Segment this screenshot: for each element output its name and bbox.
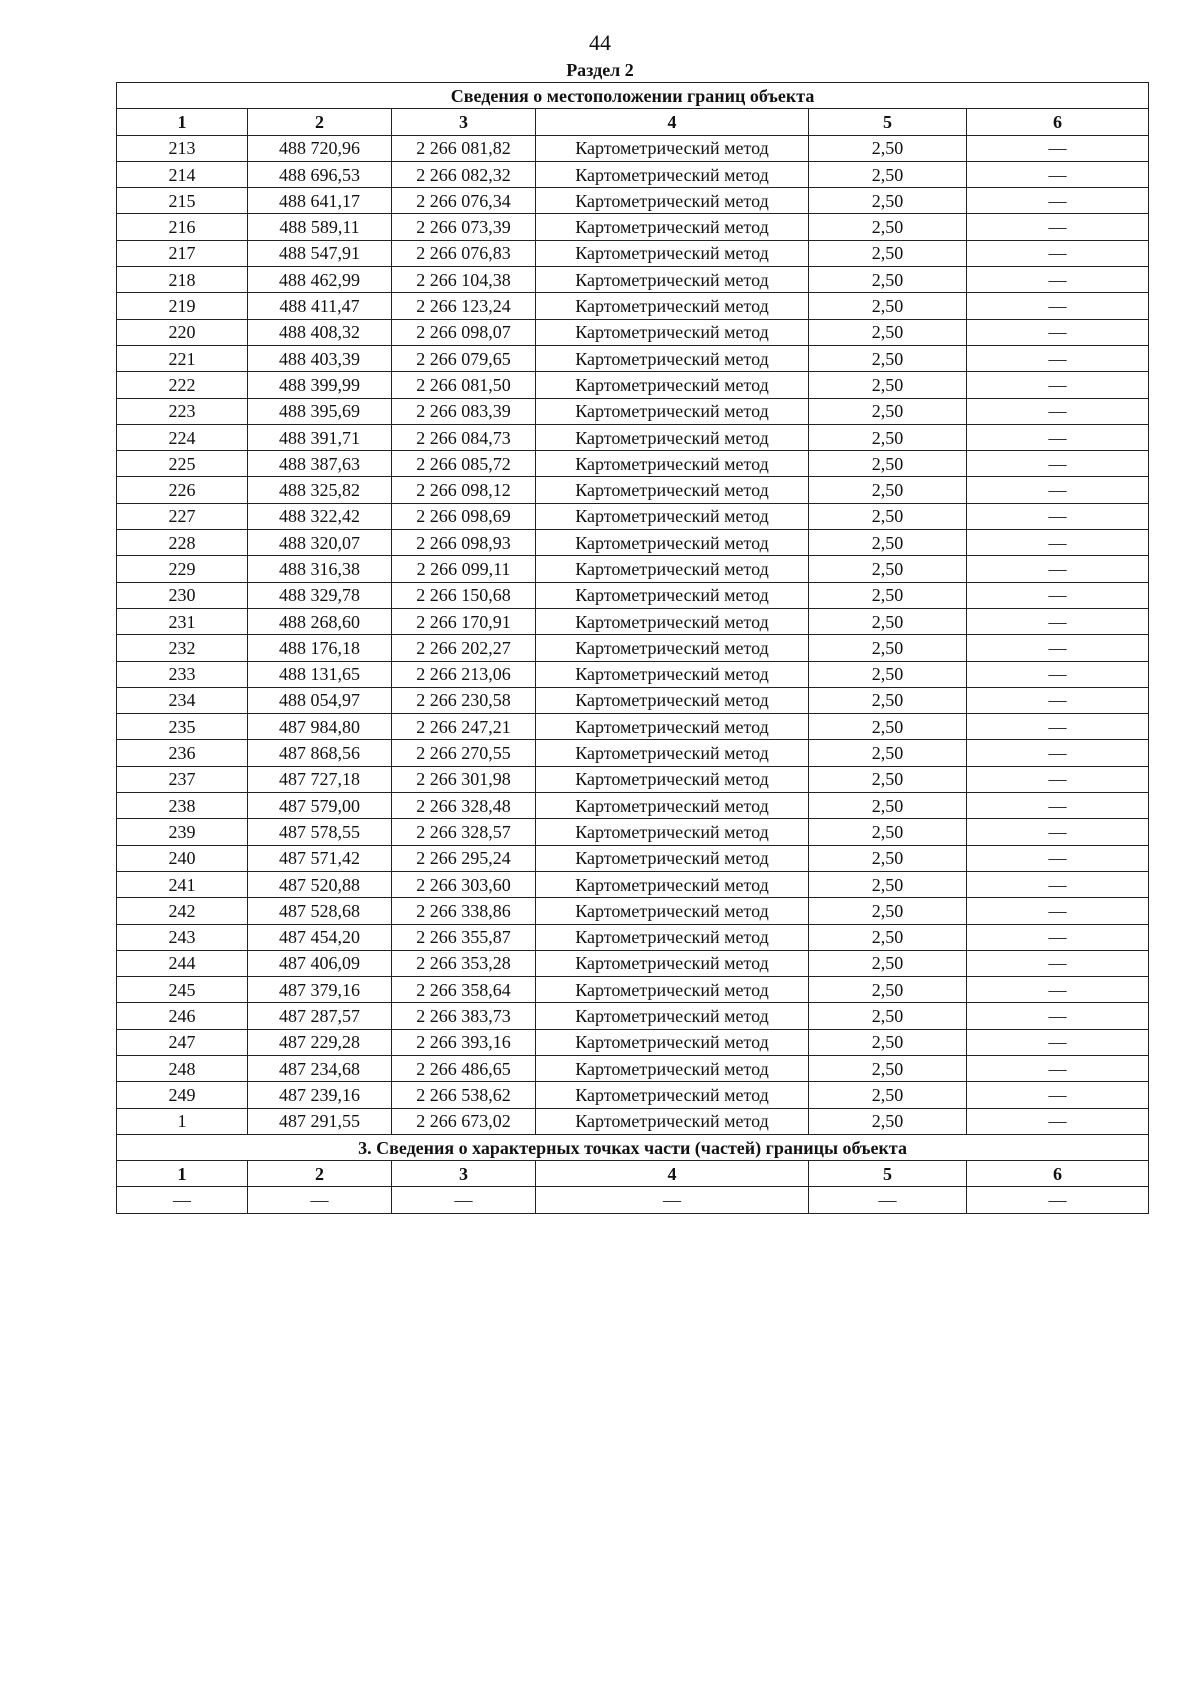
accuracy-cell: 2,50 [809,556,967,582]
method-cell: Картометрический метод [536,161,809,187]
point-number-cell: 227 [117,503,248,529]
method-cell: Картометрический метод [536,766,809,792]
description-cell: — [967,740,1149,766]
method-cell: Картометрический метод [536,1003,809,1029]
parts-table-header-row [117,1161,1149,1187]
x-coordinate-cell: 488 399,99 [248,372,392,398]
y-coordinate-cell: 2 266 486,65 [392,1055,536,1081]
accuracy-cell: 2,50 [809,793,967,819]
x-coordinate-cell: 487 578,55 [248,819,392,845]
method-cell: Картометрический метод [536,871,809,897]
accuracy-cell: 2,50 [809,1082,967,1108]
table-row [117,530,1149,556]
accuracy-cell: 2,50 [809,345,967,371]
accuracy-cell: 2,50 [809,871,967,897]
table-caption: Сведения о местоположении границ объекта [117,83,1149,109]
point-number-cell: 242 [117,898,248,924]
point-number-cell: 224 [117,424,248,450]
table-row [117,214,1149,240]
accuracy-cell: 2,50 [809,293,967,319]
x-coordinate-cell: 487 287,57 [248,1003,392,1029]
point-number-cell: 249 [117,1082,248,1108]
description-cell: — [967,267,1149,293]
point-number-cell: 222 [117,372,248,398]
description-cell: — [967,635,1149,661]
description-cell: — [967,1029,1149,1055]
y-coordinate-cell: 2 266 338,86 [392,898,536,924]
method-cell: Картометрический метод [536,398,809,424]
column-header: 3 [392,1161,536,1187]
accuracy-cell: 2,50 [809,845,967,871]
y-coordinate-cell: 2 266 538,62 [392,1082,536,1108]
method-cell: Картометрический метод [536,372,809,398]
y-coordinate-cell: 2 266 303,60 [392,871,536,897]
column-header: 6 [967,1161,1149,1187]
table-row [117,766,1149,792]
x-coordinate-cell: 488 395,69 [248,398,392,424]
y-coordinate-cell: 2 266 098,07 [392,319,536,345]
point-number-cell: 244 [117,950,248,976]
method-cell: Картометрический метод [536,687,809,713]
table-row [117,1108,1149,1134]
y-coordinate-cell: 2 266 081,82 [392,135,536,161]
description-cell: — [967,766,1149,792]
method-cell: Картометрический метод [536,345,809,371]
method-cell: Картометрический метод [536,451,809,477]
column-header: 1 [117,1161,248,1187]
y-coordinate-cell: — [392,1187,536,1213]
method-cell: Картометрический метод [536,740,809,766]
x-coordinate-cell: 488 176,18 [248,635,392,661]
table-row [117,451,1149,477]
table-row [117,188,1149,214]
description-cell: — [967,556,1149,582]
accuracy-cell: 2,50 [809,950,967,976]
method-cell: Картометрический метод [536,1029,809,1055]
method-cell: Картометрический метод [536,1055,809,1081]
method-cell: Картометрический метод [536,477,809,503]
description-cell: — [967,293,1149,319]
table-row [117,1029,1149,1055]
accuracy-cell: 2,50 [809,740,967,766]
x-coordinate-cell: 487 229,28 [248,1029,392,1055]
x-coordinate-cell: 487 239,16 [248,1082,392,1108]
description-cell: — [967,898,1149,924]
description-cell: — [967,345,1149,371]
accuracy-cell: 2,50 [809,1003,967,1029]
table-row [117,845,1149,871]
x-coordinate-cell: 488 696,53 [248,161,392,187]
x-coordinate-cell: 488 589,11 [248,214,392,240]
point-number-cell: 247 [117,1029,248,1055]
accuracy-cell: 2,50 [809,977,967,1003]
accuracy-cell: 2,50 [809,451,967,477]
method-cell: Картометрический метод [536,424,809,450]
table-row [117,161,1149,187]
x-coordinate-cell: 487 727,18 [248,766,392,792]
accuracy-cell: 2,50 [809,766,967,792]
point-number-cell: 248 [117,1055,248,1081]
point-number-cell: 246 [117,1003,248,1029]
y-coordinate-cell: 2 266 082,32 [392,161,536,187]
accuracy-cell: 2,50 [809,319,967,345]
table-row [117,477,1149,503]
parts-table-caption-row [117,1134,1149,1160]
x-coordinate-cell: 488 403,39 [248,345,392,371]
table-row [117,608,1149,634]
y-coordinate-cell: 2 266 355,87 [392,924,536,950]
table-row [117,635,1149,661]
column-header: 2 [248,1161,392,1187]
x-coordinate-cell: 488 054,97 [248,687,392,713]
y-coordinate-cell: 2 266 098,93 [392,530,536,556]
table-row [117,661,1149,687]
method-cell: Картометрический метод [536,793,809,819]
point-number-cell: 238 [117,793,248,819]
point-number-cell: 240 [117,845,248,871]
y-coordinate-cell: 2 266 076,34 [392,188,536,214]
table-row [117,293,1149,319]
method-cell: Картометрический метод [536,819,809,845]
table-row [117,1082,1149,1108]
description-cell: — [967,950,1149,976]
accuracy-cell: 2,50 [809,1108,967,1134]
description-cell: — [967,503,1149,529]
x-coordinate-cell: 488 329,78 [248,582,392,608]
point-number-cell: 218 [117,267,248,293]
description-cell: — [967,1055,1149,1081]
table-header-row [117,109,1149,135]
column-header: 6 [967,109,1149,135]
table-row [117,1055,1149,1081]
accuracy-cell: 2,50 [809,398,967,424]
description-cell: — [967,661,1149,687]
x-coordinate-cell: 488 316,38 [248,556,392,582]
description-cell: — [967,1108,1149,1134]
accuracy-cell: 2,50 [809,267,967,293]
point-number-cell: 213 [117,135,248,161]
column-header: 2 [248,109,392,135]
x-coordinate-cell: 488 131,65 [248,661,392,687]
method-cell: Картометрический метод [536,845,809,871]
x-coordinate-cell: 487 234,68 [248,1055,392,1081]
point-number-cell: 214 [117,161,248,187]
x-coordinate-cell: 487 454,20 [248,924,392,950]
description-cell: — [967,608,1149,634]
description-cell: — [967,582,1149,608]
x-coordinate-cell: 487 571,42 [248,845,392,871]
point-number-cell: 216 [117,214,248,240]
point-number-cell: 215 [117,188,248,214]
accuracy-cell: 2,50 [809,924,967,950]
x-coordinate-cell: — [248,1187,392,1213]
accuracy-cell: 2,50 [809,161,967,187]
table-row [117,372,1149,398]
table-row [117,398,1149,424]
accuracy-cell: — [809,1187,967,1213]
point-number-cell: 228 [117,530,248,556]
method-cell: Картометрический метод [536,582,809,608]
point-number-cell: 217 [117,240,248,266]
description-cell: — [967,714,1149,740]
y-coordinate-cell: 2 266 099,11 [392,556,536,582]
description-cell: — [967,214,1149,240]
method-cell: Картометрический метод [536,293,809,319]
point-number-cell: 229 [117,556,248,582]
description-cell: — [967,977,1149,1003]
method-cell: Картометрический метод [536,635,809,661]
description-cell: — [967,188,1149,214]
column-header: 4 [536,1161,809,1187]
section-title: Раздел 2 [566,60,634,80]
accuracy-cell: 2,50 [809,424,967,450]
y-coordinate-cell: 2 266 150,68 [392,582,536,608]
accuracy-cell: 2,50 [809,188,967,214]
accuracy-cell: 2,50 [809,214,967,240]
y-coordinate-cell: 2 266 353,28 [392,950,536,976]
point-number-cell: 235 [117,714,248,740]
page-number: 44 [589,30,611,55]
coordinates-table [116,82,1149,1214]
point-number-cell: 243 [117,924,248,950]
table-row [117,740,1149,766]
x-coordinate-cell: 488 391,71 [248,424,392,450]
x-coordinate-cell: 488 720,96 [248,135,392,161]
method-cell: Картометрический метод [536,608,809,634]
accuracy-cell: 2,50 [809,477,967,503]
description-cell: — [967,793,1149,819]
point-number-cell: 226 [117,477,248,503]
point-number-cell: — [117,1187,248,1213]
method-cell: Картометрический метод [536,188,809,214]
x-coordinate-cell: 488 462,99 [248,267,392,293]
method-cell: Картометрический метод [536,898,809,924]
method-cell: Картометрический метод [536,661,809,687]
description-cell: — [967,1082,1149,1108]
description-cell: — [967,240,1149,266]
table-row [117,319,1149,345]
parts-table-row [117,1187,1149,1213]
y-coordinate-cell: 2 266 084,73 [392,424,536,450]
point-number-cell: 230 [117,582,248,608]
y-coordinate-cell: 2 266 079,65 [392,345,536,371]
table-row [117,977,1149,1003]
x-coordinate-cell: 488 641,17 [248,188,392,214]
accuracy-cell: 2,50 [809,1029,967,1055]
x-coordinate-cell: 487 406,09 [248,950,392,976]
accuracy-cell: 2,50 [809,240,967,266]
x-coordinate-cell: 487 520,88 [248,871,392,897]
y-coordinate-cell: 2 266 076,83 [392,240,536,266]
method-cell: Картометрический метод [536,556,809,582]
description-cell: — [967,424,1149,450]
accuracy-cell: 2,50 [809,503,967,529]
accuracy-cell: 2,50 [809,714,967,740]
description-cell: — [967,319,1149,345]
y-coordinate-cell: 2 266 301,98 [392,766,536,792]
table-row [117,687,1149,713]
coordinates-table-body [117,83,1149,1214]
method-cell: Картометрический метод [536,714,809,740]
point-number-cell: 223 [117,398,248,424]
x-coordinate-cell: 487 984,80 [248,714,392,740]
description-cell: — [967,924,1149,950]
table-row [117,950,1149,976]
description-cell: — [967,1003,1149,1029]
description-cell: — [967,819,1149,845]
table-row [117,345,1149,371]
point-number-cell: 234 [117,687,248,713]
point-number-cell: 239 [117,819,248,845]
y-coordinate-cell: 2 266 098,69 [392,503,536,529]
point-number-cell: 231 [117,608,248,634]
x-coordinate-cell: 488 268,60 [248,608,392,634]
table-row [117,793,1149,819]
description-cell: — [967,845,1149,871]
description-cell: — [967,1187,1149,1213]
table-row [117,582,1149,608]
x-coordinate-cell: 488 547,91 [248,240,392,266]
column-header: 5 [809,109,967,135]
description-cell: — [967,398,1149,424]
table-row [117,135,1149,161]
method-cell: Картометрический метод [536,214,809,240]
y-coordinate-cell: 2 266 673,02 [392,1108,536,1134]
table-row [117,503,1149,529]
method-cell: Картометрический метод [536,319,809,345]
table-row [117,714,1149,740]
y-coordinate-cell: 2 266 247,21 [392,714,536,740]
method-cell: Картометрический метод [536,1082,809,1108]
y-coordinate-cell: 2 266 202,27 [392,635,536,661]
accuracy-cell: 2,50 [809,687,967,713]
method-cell: — [536,1187,809,1213]
y-coordinate-cell: 2 266 270,55 [392,740,536,766]
accuracy-cell: 2,50 [809,530,967,556]
point-number-cell: 1 [117,1108,248,1134]
point-number-cell: 245 [117,977,248,1003]
x-coordinate-cell: 487 868,56 [248,740,392,766]
y-coordinate-cell: 2 266 098,12 [392,477,536,503]
table-caption-row [117,83,1149,109]
column-header: 1 [117,109,248,135]
point-number-cell: 237 [117,766,248,792]
description-cell: — [967,530,1149,556]
accuracy-cell: 2,50 [809,1055,967,1081]
x-coordinate-cell: 487 379,16 [248,977,392,1003]
column-header: 5 [809,1161,967,1187]
accuracy-cell: 2,50 [809,898,967,924]
method-cell: Картометрический метод [536,503,809,529]
table-row [117,898,1149,924]
method-cell: Картометрический метод [536,977,809,1003]
table-row [117,1003,1149,1029]
point-number-cell: 236 [117,740,248,766]
method-cell: Картометрический метод [536,135,809,161]
y-coordinate-cell: 2 266 104,38 [392,267,536,293]
y-coordinate-cell: 2 266 170,91 [392,608,536,634]
y-coordinate-cell: 2 266 358,64 [392,977,536,1003]
y-coordinate-cell: 2 266 083,39 [392,398,536,424]
method-cell: Картометрический метод [536,924,809,950]
accuracy-cell: 2,50 [809,635,967,661]
method-cell: Картометрический метод [536,240,809,266]
y-coordinate-cell: 2 266 073,39 [392,214,536,240]
x-coordinate-cell: 487 291,55 [248,1108,392,1134]
method-cell: Картометрический метод [536,1108,809,1134]
method-cell: Картометрический метод [536,530,809,556]
accuracy-cell: 2,50 [809,135,967,161]
table-row [117,924,1149,950]
y-coordinate-cell: 2 266 213,06 [392,661,536,687]
point-number-cell: 221 [117,345,248,371]
x-coordinate-cell: 488 387,63 [248,451,392,477]
point-number-cell: 220 [117,319,248,345]
description-cell: — [967,451,1149,477]
x-coordinate-cell: 488 411,47 [248,293,392,319]
accuracy-cell: 2,50 [809,582,967,608]
column-header: 3 [392,109,536,135]
point-number-cell: 233 [117,661,248,687]
x-coordinate-cell: 488 325,82 [248,477,392,503]
x-coordinate-cell: 487 579,00 [248,793,392,819]
table-row [117,556,1149,582]
description-cell: — [967,871,1149,897]
x-coordinate-cell: 487 528,68 [248,898,392,924]
table-row [117,240,1149,266]
y-coordinate-cell: 2 266 393,16 [392,1029,536,1055]
y-coordinate-cell: 2 266 383,73 [392,1003,536,1029]
point-number-cell: 232 [117,635,248,661]
table-row [117,819,1149,845]
description-cell: — [967,372,1149,398]
table-row [117,424,1149,450]
y-coordinate-cell: 2 266 328,48 [392,793,536,819]
method-cell: Картометрический метод [536,267,809,293]
method-cell: Картометрический метод [536,950,809,976]
y-coordinate-cell: 2 266 328,57 [392,819,536,845]
parts-table-caption: 3. Сведения о характерных точках части (частей) границы объекта [117,1134,1149,1160]
description-cell: — [967,477,1149,503]
y-coordinate-cell: 2 266 085,72 [392,451,536,477]
accuracy-cell: 2,50 [809,372,967,398]
accuracy-cell: 2,50 [809,608,967,634]
description-cell: — [967,687,1149,713]
accuracy-cell: 2,50 [809,819,967,845]
y-coordinate-cell: 2 266 123,24 [392,293,536,319]
accuracy-cell: 2,50 [809,661,967,687]
table-row [117,267,1149,293]
description-cell: — [967,135,1149,161]
description-cell: — [967,161,1149,187]
y-coordinate-cell: 2 266 081,50 [392,372,536,398]
x-coordinate-cell: 488 322,42 [248,503,392,529]
point-number-cell: 225 [117,451,248,477]
x-coordinate-cell: 488 320,07 [248,530,392,556]
column-header: 4 [536,109,809,135]
point-number-cell: 241 [117,871,248,897]
x-coordinate-cell: 488 408,32 [248,319,392,345]
point-number-cell: 219 [117,293,248,319]
y-coordinate-cell: 2 266 230,58 [392,687,536,713]
table-row [117,871,1149,897]
y-coordinate-cell: 2 266 295,24 [392,845,536,871]
